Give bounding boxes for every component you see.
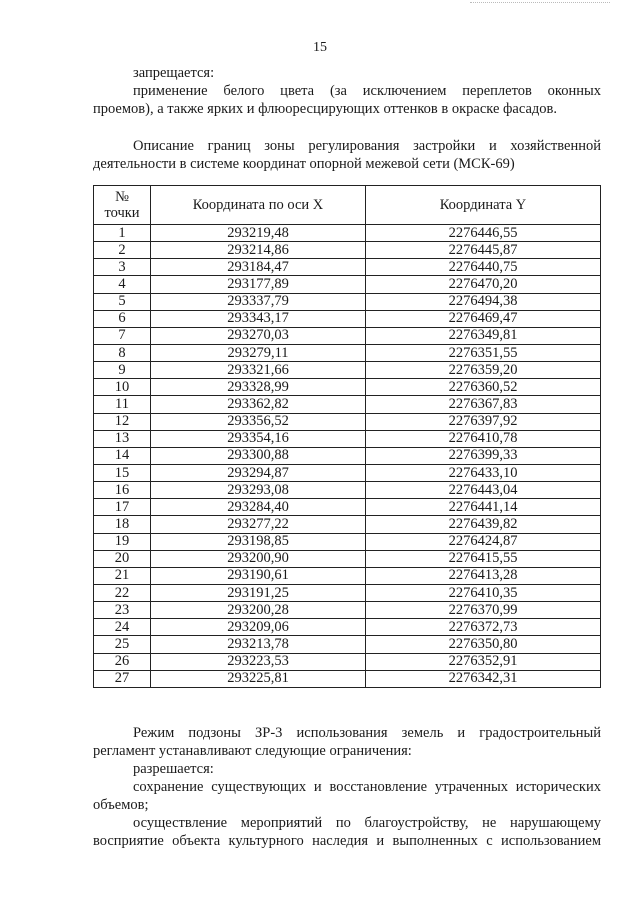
point-number-cell: 18	[94, 516, 151, 533]
table-row	[94, 276, 601, 293]
y-coordinate-cell: 2276349,81	[366, 327, 601, 344]
y-coordinate-cell: 2276352,91	[366, 653, 601, 670]
y-coordinate-cell: 2276470,20	[366, 276, 601, 293]
prohibition-text-line2: проемов), а также ярких и флюоресцирующих оттенков в окраске фасадов.	[93, 101, 558, 117]
y-coordinate-cell: 2276494,38	[366, 293, 601, 310]
y-coordinate-cell: 2276410,78	[366, 430, 601, 447]
coordinates-table-body	[94, 225, 601, 688]
x-coordinate-cell: 293337,79	[151, 293, 366, 310]
x-coordinate-cell: 293284,40	[151, 499, 366, 516]
point-number-cell: 23	[94, 602, 151, 619]
header-point-word: точки	[104, 205, 140, 221]
x-coordinate-cell: 293343,17	[151, 310, 366, 327]
permitted-item1-line2: объемов;	[93, 797, 149, 813]
y-coordinate-cell: 2276410,35	[366, 584, 601, 601]
x-coordinate-cell: 293214,86	[151, 242, 366, 259]
point-number-cell: 7	[94, 327, 151, 344]
prohibited-label: запрещается:	[133, 65, 215, 81]
point-number-cell: 17	[94, 499, 151, 516]
table-row	[94, 413, 601, 430]
point-number-cell: 1	[94, 225, 151, 242]
y-coordinate-cell: 2276433,10	[366, 464, 601, 481]
y-coordinate-cell: 2276342,31	[366, 670, 601, 687]
x-coordinate-cell: 293219,48	[151, 225, 366, 242]
table-row	[94, 670, 601, 687]
regime-line1: Режим подзоны ЗР-3 использования земель и градостроительный	[133, 725, 601, 741]
x-coordinate-cell: 293277,22	[151, 516, 366, 533]
x-coordinate-cell: 293293,08	[151, 482, 366, 499]
header-point-number	[94, 186, 151, 225]
y-coordinate-cell: 2276397,92	[366, 413, 601, 430]
table-row	[94, 242, 601, 259]
point-number-cell: 25	[94, 636, 151, 653]
table-row	[94, 430, 601, 447]
y-coordinate-cell: 2276372,73	[366, 619, 601, 636]
x-coordinate-cell: 293270,03	[151, 327, 366, 344]
y-coordinate-cell: 2276399,33	[366, 447, 601, 464]
permitted-item1-line1: сохранение существующих и восстановление утраченных исторических	[133, 779, 601, 795]
x-coordinate-cell: 293225,81	[151, 670, 366, 687]
table-row	[94, 636, 601, 653]
table-row	[94, 516, 601, 533]
table-row	[94, 225, 601, 242]
y-coordinate-cell: 2276360,52	[366, 379, 601, 396]
point-number-cell: 19	[94, 533, 151, 550]
y-coordinate-cell: 2276370,99	[366, 602, 601, 619]
point-number-cell: 3	[94, 259, 151, 276]
permitted-item2-line2: восприятие объекта культурного наследия и выполненных с использованием	[93, 833, 601, 849]
point-number-cell: 20	[94, 550, 151, 567]
y-coordinate-cell: 2276439,82	[366, 516, 601, 533]
table-row	[94, 344, 601, 361]
table-row	[94, 602, 601, 619]
table-row	[94, 396, 601, 413]
x-coordinate-cell: 293294,87	[151, 464, 366, 481]
point-number-cell: 26	[94, 653, 151, 670]
point-number-cell: 24	[94, 619, 151, 636]
table-header-row	[94, 186, 601, 225]
point-number-cell: 2	[94, 242, 151, 259]
description-line2: деятельности в системе координат опорной межевой сети (МСК-69)	[93, 156, 515, 172]
table-row	[94, 653, 601, 670]
y-coordinate-cell: 2276441,14	[366, 499, 601, 516]
y-coordinate-cell: 2276424,87	[366, 533, 601, 550]
point-number-cell: 22	[94, 584, 151, 601]
point-number-cell: 10	[94, 379, 151, 396]
x-coordinate-cell: 293200,90	[151, 550, 366, 567]
point-number-cell: 16	[94, 482, 151, 499]
x-coordinate-cell: 293223,53	[151, 653, 366, 670]
x-coordinate-cell: 293362,82	[151, 396, 366, 413]
y-coordinate-cell: 2276446,55	[366, 225, 601, 242]
x-coordinate-cell: 293184,47	[151, 259, 366, 276]
coordinates-table	[93, 185, 601, 688]
y-coordinate-cell: 2276469,47	[366, 310, 601, 327]
point-number-cell: 5	[94, 293, 151, 310]
x-coordinate-cell: 293328,99	[151, 379, 366, 396]
scan-artifact	[470, 2, 610, 4]
x-coordinate-cell: 293356,52	[151, 413, 366, 430]
point-number-cell: 8	[94, 344, 151, 361]
x-coordinate-cell: 293209,06	[151, 619, 366, 636]
table-row	[94, 327, 601, 344]
page-number: 15	[313, 40, 327, 55]
x-coordinate-cell: 293177,89	[151, 276, 366, 293]
regime-line2: регламент устанавливают следующие ограничения:	[93, 743, 412, 759]
description-line1: Описание границ зоны регулирования застройки и хозяйственной	[133, 138, 601, 154]
y-coordinate-cell: 2276445,87	[366, 242, 601, 259]
permitted-item2-line1: осуществление мероприятий по благоустройству, не нарушающему	[133, 815, 601, 831]
permitted-label: разрешается:	[133, 761, 214, 777]
header-coordinate-y: Координата Y	[366, 186, 601, 225]
x-coordinate-cell: 293279,11	[151, 344, 366, 361]
table-row	[94, 619, 601, 636]
point-number-cell: 21	[94, 567, 151, 584]
y-coordinate-cell: 2276415,55	[366, 550, 601, 567]
point-number-cell: 15	[94, 464, 151, 481]
point-number-cell: 13	[94, 430, 151, 447]
table-row	[94, 584, 601, 601]
x-coordinate-cell: 293300,88	[151, 447, 366, 464]
table-row	[94, 293, 601, 310]
point-number-cell: 9	[94, 362, 151, 379]
table-row	[94, 482, 601, 499]
x-coordinate-cell: 293190,61	[151, 567, 366, 584]
y-coordinate-cell: 2276440,75	[366, 259, 601, 276]
y-coordinate-cell: 2276359,20	[366, 362, 601, 379]
x-coordinate-cell: 293213,78	[151, 636, 366, 653]
point-number-cell: 12	[94, 413, 151, 430]
table-row	[94, 362, 601, 379]
table-row	[94, 499, 601, 516]
y-coordinate-cell: 2276443,04	[366, 482, 601, 499]
x-coordinate-cell: 293354,16	[151, 430, 366, 447]
table-row	[94, 550, 601, 567]
x-coordinate-cell: 293200,28	[151, 602, 366, 619]
point-number-cell: 11	[94, 396, 151, 413]
x-coordinate-cell: 293191,25	[151, 584, 366, 601]
table-row	[94, 567, 601, 584]
x-coordinate-cell: 293198,85	[151, 533, 366, 550]
table-row	[94, 447, 601, 464]
prohibition-text-line1: применение белого цвета (за исключением переплетов оконных	[133, 83, 601, 99]
y-coordinate-cell: 2276367,83	[366, 396, 601, 413]
y-coordinate-cell: 2276350,80	[366, 636, 601, 653]
point-number-cell: 27	[94, 670, 151, 687]
header-num-sign: №	[115, 189, 129, 205]
table-row	[94, 310, 601, 327]
point-number-cell: 4	[94, 276, 151, 293]
table-row	[94, 379, 601, 396]
header-coordinate-x: Координата по оси X	[151, 186, 366, 225]
x-coordinate-cell: 293321,66	[151, 362, 366, 379]
table-row	[94, 533, 601, 550]
table-row	[94, 259, 601, 276]
y-coordinate-cell: 2276351,55	[366, 344, 601, 361]
point-number-cell: 14	[94, 447, 151, 464]
point-number-cell: 6	[94, 310, 151, 327]
y-coordinate-cell: 2276413,28	[366, 567, 601, 584]
table-row	[94, 464, 601, 481]
